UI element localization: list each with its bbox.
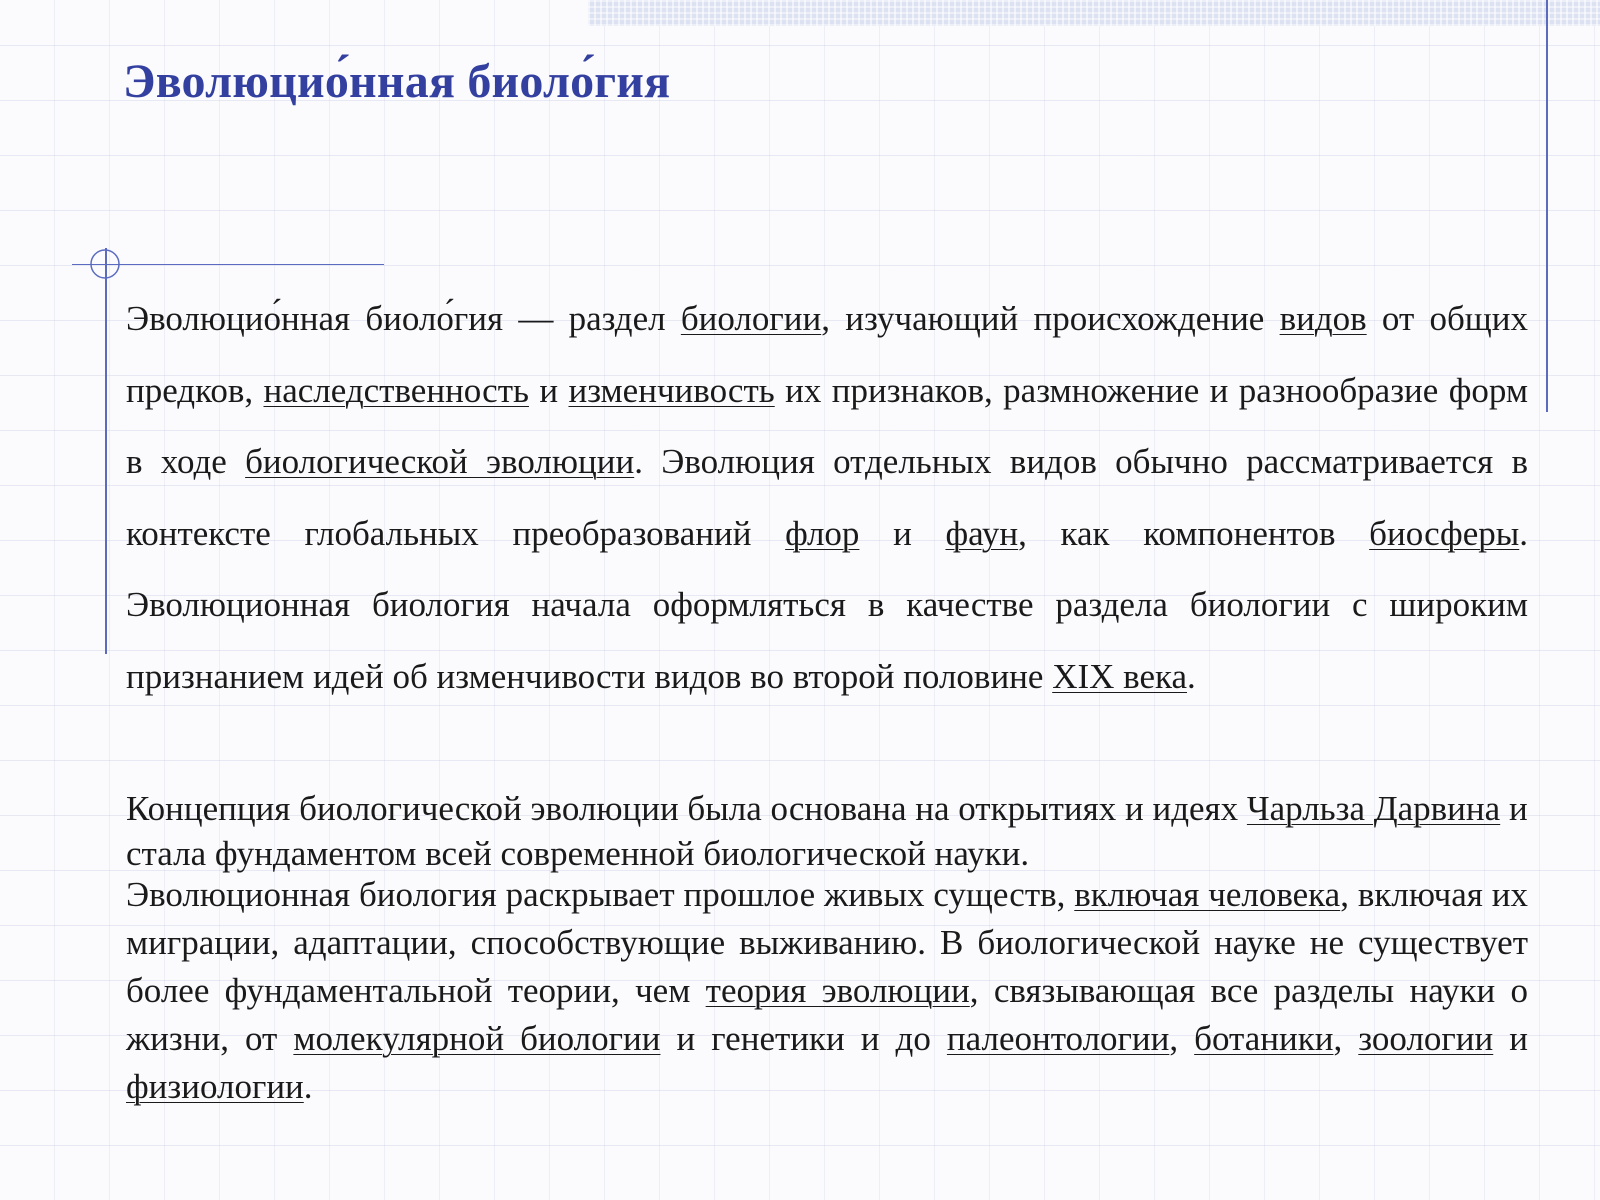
link-physiology[interactable]: физиологии [126,1067,304,1106]
crosshair-icon [88,248,122,282]
text-segment: Эволюцио́нная биоло́гия — раздел [126,299,681,338]
slide-title: Эволюцио́нная биоло́гия [123,55,671,108]
text-segment: и [528,370,569,410]
text-segment: , изучающий происхождение [821,299,1280,338]
link-species[interactable]: видов [1279,299,1367,338]
paragraph-definition [126,283,1528,712]
text-segment: и генетики и до [660,1019,947,1058]
link-including-human[interactable]: включая человека [1074,875,1341,914]
link-molecular-biology[interactable]: молекулярной биологии [293,1019,661,1058]
link-19th-century[interactable]: XIX века [1052,656,1188,696]
text-segment: Концепция биологической эволюции была основана на открытиях и идеях [126,789,1247,828]
top-decorative-band [588,0,1600,26]
text-segment: от общих предков, [126,299,1528,410]
text-segment: . [303,1067,313,1106]
paragraph-darwin [126,786,1528,876]
text-segment: и стала фундаментом всей современной биологической науки. [126,789,1528,873]
text-segment: Эволюционная биология раскрывает прошлое живых существ, [126,875,1075,914]
right-vertical-rule [1546,0,1548,412]
paragraph-significance [126,871,1528,1111]
text-segment: , включая их миграции, адаптации, способствующие выживанию. В биологической науке не существует более фундаментальной теории, чем [126,875,1528,1010]
text-segment: . Эволюция отдельных видов обычно рассматривается в контексте глобальных преобразований [126,442,1529,553]
link-botany[interactable]: ботаники [1194,1019,1334,1058]
text-segment: и [1493,1019,1529,1058]
link-paleontology[interactable]: палеонтологии [946,1019,1170,1058]
text-segment: , [1169,1019,1195,1058]
link-heredity[interactable]: наследственность [263,370,529,410]
link-biosphere[interactable]: биосферы [1369,513,1520,553]
link-variability[interactable]: изменчивость [568,370,775,410]
link-charles-darwin[interactable]: Чарльза Дарвина [1246,789,1501,828]
text-segment: , [1333,1019,1359,1058]
text-segment: , как компонентов [1018,513,1370,553]
link-fauna[interactable]: фаун [945,513,1019,553]
text-segment: . [1187,656,1196,696]
link-biological-evolution[interactable]: биологической эволюции [245,442,635,481]
left-vertical-rule [105,248,107,654]
text-segment: их признаков, размножение и разнообразие форм в ходе [126,370,1528,481]
link-flora[interactable]: флор [785,513,860,553]
text-segment: . Эволюционная биология начала оформляться в качестве раздела биологии с широким признанием идей об изменчивости видов во второй половине [126,513,1529,696]
text-segment: , связывающая все разделы науки о жизни, от [126,971,1528,1058]
link-zoology[interactable]: зоологии [1358,1019,1494,1058]
link-biology[interactable]: биологии [680,299,822,338]
link-theory-of-evolution[interactable]: теория эволюции [705,971,970,1010]
text-segment: и [859,513,946,553]
